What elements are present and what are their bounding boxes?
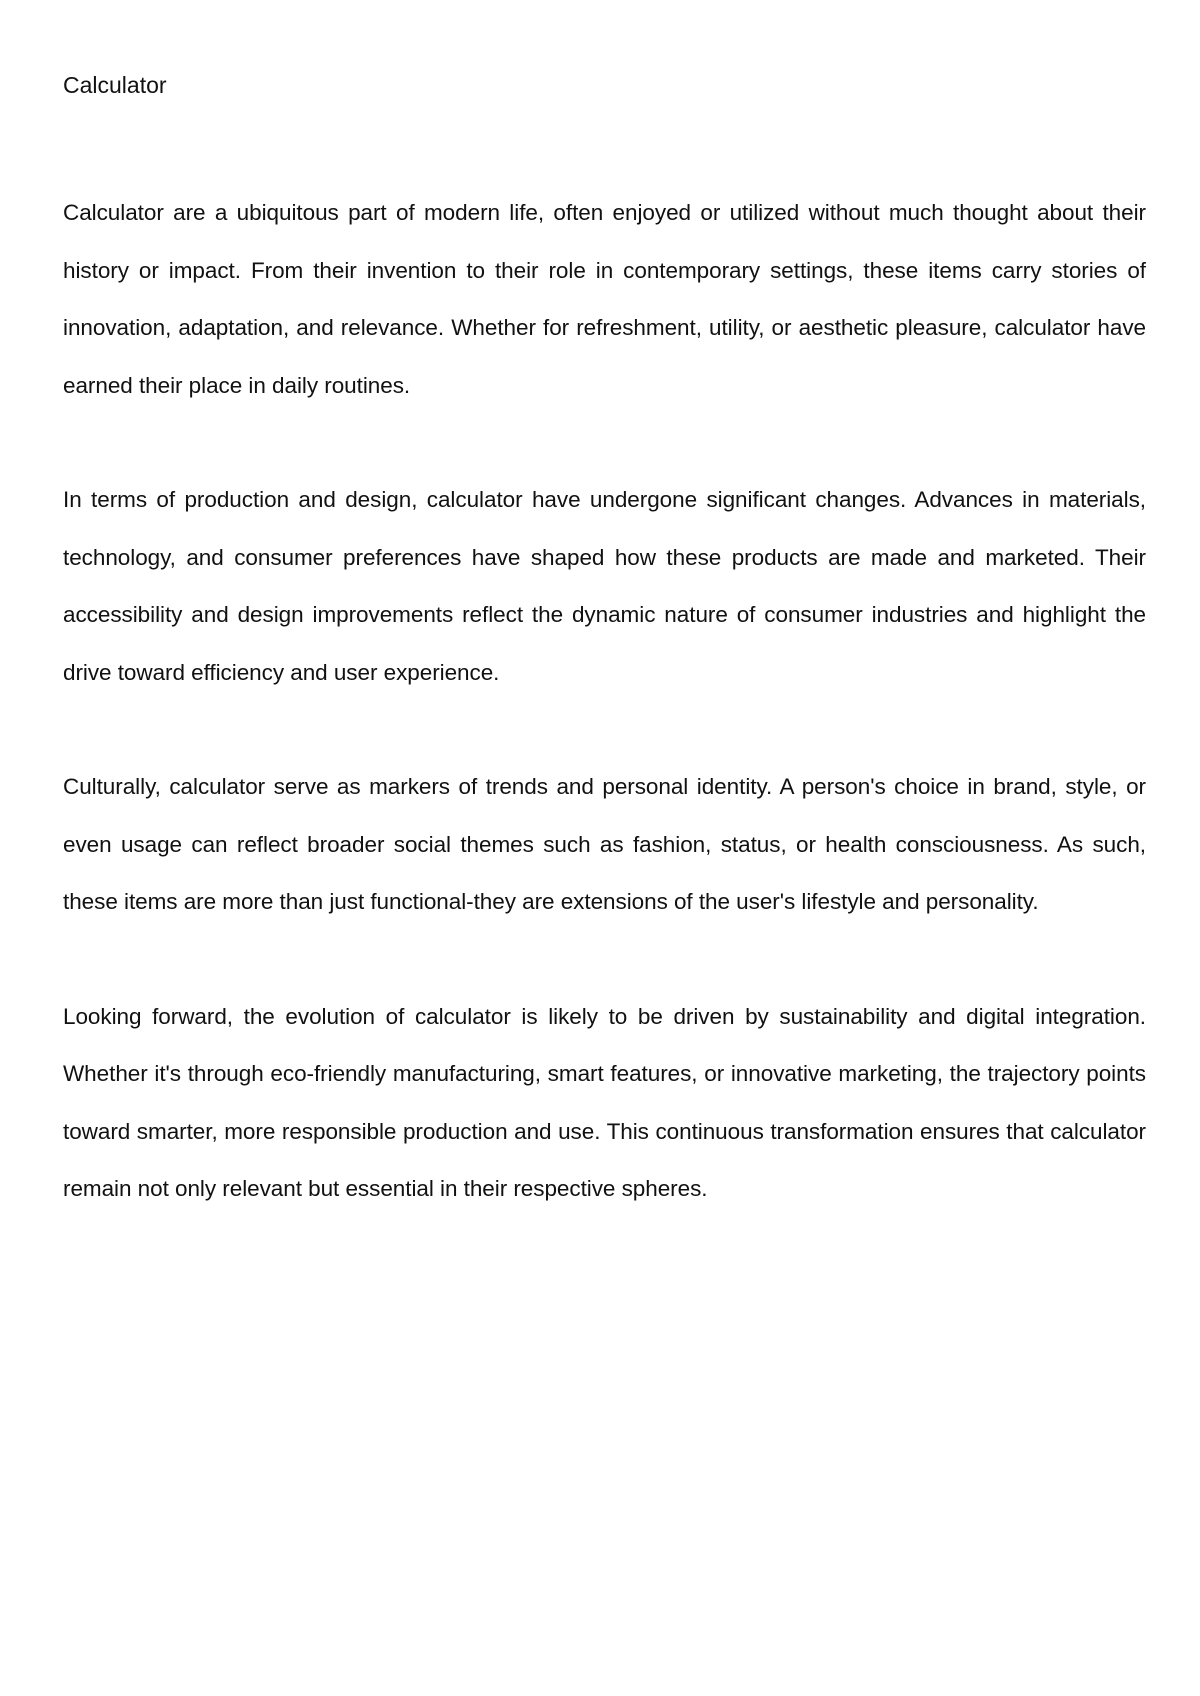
paragraph-1: Calculator are a ubiquitous part of modern life, often enjoyed or utilized without much thought about their history or impact. From their invention to their role in contemporary settings, these items carry stories of innovation, adaptation, and relevance. Whether for refreshment, utility, or aesthetic pleasure, calculator have earned their place in daily routines. xyxy=(63,200,1146,398)
document-body xyxy=(63,184,1146,1275)
paragraph-4: Looking forward, the evolution of calculator is likely to be driven by sustainability and digital integration. Whether it's through eco-friendly manufacturing, smart features, or innovative marketing, the trajectory points toward smarter, more responsible production and use. This continuous transformation ensures that calculator remain not only relevant but essential in their respective spheres. xyxy=(63,1003,1146,1201)
paragraph-2: In terms of production and design, calculator have undergone significant changes. Advances in materials, technology, and consumer preferences have shaped how these products are made and marketed. Their accessibility and design improvements reflect the dynamic nature of consumer industries and highlight the drive toward efficiency and user experience. xyxy=(63,487,1146,685)
paragraph-3: Culturally, calculator serve as markers of trends and personal identity. A person's choice in brand, style, or even usage can reflect broader social themes such as fashion, status, or health consciousness. As such, these items are more than just functional-they are extensions of the user's lifestyle and personality. xyxy=(63,774,1146,914)
document-title: Calculator xyxy=(63,72,167,98)
